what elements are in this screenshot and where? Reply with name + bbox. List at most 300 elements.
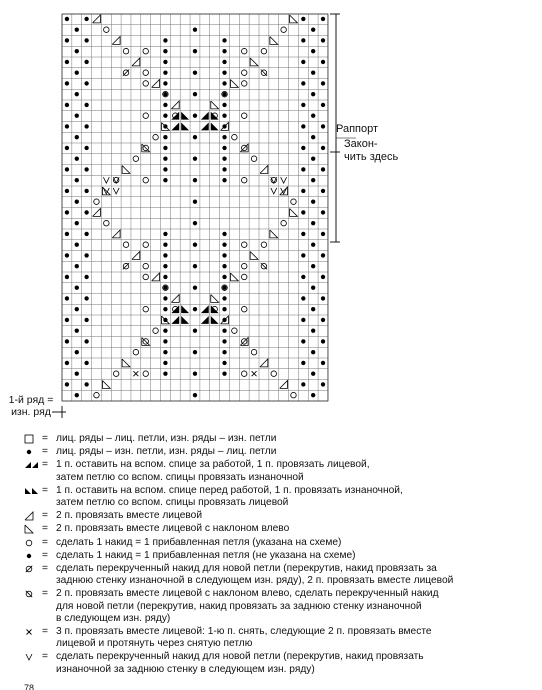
chart-symbol-yo	[104, 27, 110, 33]
chart-symbol-purl	[75, 114, 79, 118]
chart-symbol-purl	[163, 329, 167, 333]
chart-symbol-yo	[241, 306, 247, 312]
chart-symbol-purl	[193, 28, 197, 32]
chart-symbol-cable-right	[201, 112, 209, 120]
chart-symbol-purl	[75, 286, 79, 290]
chart-symbol-purl	[163, 307, 167, 311]
chart-symbol-purl	[222, 103, 226, 107]
chart-symbol-purl	[321, 382, 325, 386]
chart-symbol-yo	[94, 392, 100, 398]
chart-symbol-purl	[301, 339, 305, 343]
chart-symbol-purl	[311, 264, 315, 268]
legend-description	[56, 550, 536, 562]
chart-symbol-ssk	[102, 381, 110, 389]
chart-symbol-k2tog	[152, 273, 160, 281]
yo-icon	[24, 537, 42, 549]
legend-equals: =	[42, 433, 48, 444]
page-number: 78	[24, 684, 35, 690]
legend-description-line: 1 п. оставить на вспом. спице за работой, 1 п. провязать лицевой,	[56, 459, 370, 471]
chart-symbol-k2tog	[260, 166, 268, 174]
chart-symbol-ssk-yo	[261, 70, 267, 76]
legend-description-line: 3 п. провязать вместе лицевой: 1-ю п. снять, следующие 2 п. провязать вместе	[56, 626, 432, 638]
chart-symbol-cable-left	[211, 123, 219, 131]
chart-symbol-yo	[241, 263, 247, 269]
chart-symbol-purl	[301, 103, 305, 107]
legend-description-line: лицевой и протянуть через снятую петлю	[56, 638, 253, 650]
legend-description-line: сделать 1 накид = 1 прибавленная петля (указана на схеме)	[56, 536, 342, 548]
chart-symbol-purl	[163, 146, 167, 150]
chart-symbol-purl	[321, 17, 325, 21]
chart-symbol-purl	[193, 307, 197, 311]
chart-symbol-purl	[301, 253, 305, 257]
chart-symbol-purl	[301, 167, 305, 171]
chart-symbol-cable-left	[181, 305, 189, 313]
chart-symbol-yo	[281, 220, 287, 226]
legend-item-k2tog	[24, 510, 536, 522]
chart-symbol-purl	[222, 286, 226, 290]
chart-symbol-purl	[75, 49, 79, 53]
chart-symbol-purl	[301, 60, 305, 64]
chart-symbol-purl	[222, 124, 226, 128]
twisted-yo-purl-icon	[24, 651, 42, 663]
chart-symbol-purl	[301, 361, 305, 365]
legend-description-line: изнаночной за заднюю стенку в следующем изн. ряду)	[56, 663, 315, 675]
chart-symbol-purl	[84, 275, 88, 279]
chart-symbol-twisted-yo	[123, 70, 129, 76]
chart-symbol-purl	[84, 339, 88, 343]
chart-symbol-k2tog	[132, 252, 140, 260]
chart-symbol-purl	[222, 135, 226, 139]
chart-symbol-purl	[84, 38, 88, 42]
chart-symbol-purl	[75, 372, 79, 376]
chart-symbol-yo	[143, 242, 149, 248]
legend-description-line: лиц. ряды – лиц. петли, изн. ряды – изн. петли	[56, 433, 277, 444]
chart-symbol-purl	[65, 38, 69, 42]
legend-description-line: сделать 1 накид = 1 прибавленная петля (не указана на схеме)	[56, 549, 356, 561]
chart-symbol-purl	[321, 146, 325, 150]
legend-description-line: лиц. ряды – изн. петли, изн. ряды – лиц. петли	[56, 446, 277, 458]
chart-symbol-ssk	[290, 209, 298, 217]
chart-symbol-purl	[193, 135, 197, 139]
ssk-icon	[24, 523, 42, 535]
legend-description-line: 2 п. провязать вместе лицевой	[56, 510, 203, 522]
legend-description-line: для новой петли (перекрутив, накид провязать за заднюю стенку изнаночной	[56, 600, 422, 612]
chart-symbol-ssk	[250, 58, 258, 66]
chart-symbol-purl	[84, 167, 88, 171]
chart-symbol-purl	[222, 275, 226, 279]
chart-symbol-ssk	[270, 37, 278, 45]
chart-symbol-cable-left	[181, 123, 189, 131]
chart-symbol-purl	[311, 114, 315, 118]
chart-symbol-cable-left	[181, 316, 189, 324]
chart-symbol-yo	[241, 242, 247, 248]
chart-symbol-yo	[123, 242, 129, 248]
legend-description-line: 1 п. оставить на вспом. спице перед работой, 1 п. провязать изнаночной,	[56, 484, 403, 496]
chart-symbol-purl	[75, 393, 79, 397]
chart-symbol-purl	[163, 243, 167, 247]
chart-symbol-purl	[222, 339, 226, 343]
chart-symbol-yo	[271, 177, 277, 183]
chart-symbol-purl	[222, 60, 226, 64]
chart-symbol-purl	[163, 71, 167, 75]
chart-symbol-k2tog	[132, 58, 140, 66]
chart-symbol-purl	[84, 210, 88, 214]
chart-symbol-yo	[241, 274, 247, 280]
chart-symbol-yo	[133, 349, 139, 355]
chart-symbol-purl	[301, 232, 305, 236]
legend-description	[56, 588, 536, 625]
legend-description-line: заднюю стенку изнаночной в следующем изн. ряду), 2 п. провязать вместе лицевой	[56, 575, 454, 587]
chart-symbol-purl	[84, 253, 88, 257]
chart-symbol-purl	[163, 339, 167, 343]
chart-symbol-yo	[153, 328, 159, 334]
chart-symbol-purl	[321, 318, 325, 322]
chart-symbol-twisted-yo-purl	[271, 188, 277, 194]
chart-symbol-purl	[163, 49, 167, 53]
legend-description	[56, 510, 536, 522]
chart-symbol-purl	[163, 38, 167, 42]
chart-symbol-purl	[75, 307, 79, 311]
chart-symbol-purl	[301, 38, 305, 42]
chart-symbol-k2tog	[93, 15, 101, 23]
chart-symbol-purl	[75, 71, 79, 75]
chart-symbol-yo	[123, 48, 129, 54]
chart-symbol-purl	[75, 135, 79, 139]
chart-symbol-purl	[321, 60, 325, 64]
chart-symbols	[65, 15, 325, 398]
chart-symbol-purl	[321, 167, 325, 171]
chart-symbol-purl	[222, 361, 226, 365]
chart-symbol-yo	[251, 156, 257, 162]
chart-symbol-purl	[301, 124, 305, 128]
chart-symbol-purl	[311, 71, 315, 75]
chart-symbol-purl	[193, 71, 197, 75]
legend-equals: =	[42, 549, 48, 561]
chart-symbol-twisted-yo-purl	[281, 177, 287, 183]
legend-description-line: 2 п. провязать вместе лицевой с наклоном влево	[56, 523, 290, 535]
legend-equals: =	[42, 446, 48, 458]
chart-symbol-yo	[261, 48, 267, 54]
chart-symbol-purl	[193, 114, 197, 118]
chart-symbol-purl	[193, 393, 197, 397]
chart-symbol-purl	[321, 339, 325, 343]
chart-symbol-purl	[84, 189, 88, 193]
chart-symbol-cable-right	[201, 305, 209, 313]
legend-description	[56, 485, 536, 509]
chart-symbol-purl	[321, 103, 325, 107]
chart-symbol-yo	[94, 199, 100, 205]
legend-description-line: сделать перекрученный накид для новой петли (перекрутив, накид провязать за	[56, 563, 437, 575]
chart-symbol-purl	[222, 307, 226, 311]
chart-symbol-purl	[222, 264, 226, 268]
chart-symbol-yo	[271, 371, 277, 377]
legend-description-line: затем петлю со вспом. спицы провязать лицевой	[56, 497, 289, 509]
chart-symbol-purl	[193, 264, 197, 268]
chart-symbol-purl	[301, 382, 305, 386]
knit-icon	[24, 433, 42, 445]
chart-symbol-yo	[241, 70, 247, 76]
chart-symbol-purl	[311, 350, 315, 354]
chart-symbol-purl	[193, 92, 197, 96]
chart-symbol-twisted-yo	[123, 263, 129, 269]
legend-equals: =	[42, 588, 48, 600]
chart-symbol-purl	[311, 243, 315, 247]
chart-symbol-purl	[65, 189, 69, 193]
chart-symbol-purl	[65, 339, 69, 343]
chart-symbol-k2tog	[93, 209, 101, 217]
chart-symbol-purl	[321, 296, 325, 300]
chart-symbol-yo	[153, 134, 159, 140]
chart-symbol-purl	[311, 372, 315, 376]
chart-symbol-purl	[75, 28, 79, 32]
chart-symbol-yo	[143, 113, 149, 119]
chart-symbol-purl	[311, 307, 315, 311]
chart-symbol-purl	[301, 17, 305, 21]
chart-symbol-cable-left	[211, 316, 219, 324]
chart-symbol-purl	[222, 71, 226, 75]
legend-item-twisted-yo	[24, 563, 536, 587]
chart-symbol-purl	[222, 232, 226, 236]
chart-symbol-purl	[222, 81, 226, 85]
chart-symbol-purl	[311, 178, 315, 182]
chart-symbol-purl	[84, 296, 88, 300]
chart-symbol-purl	[163, 81, 167, 85]
chart-symbol-purl	[75, 200, 79, 204]
chart-symbol-purl	[321, 38, 325, 42]
chart-symbol-yo	[251, 349, 257, 355]
chart-symbol-ssk	[122, 166, 130, 174]
chart-symbol-yo	[133, 156, 139, 162]
chart-symbol-purl	[222, 329, 226, 333]
chart-symbol-cable-right	[201, 316, 209, 324]
chart-symbol-purl	[321, 275, 325, 279]
chart-symbol-purl	[84, 60, 88, 64]
chart-symbol-purl	[65, 382, 69, 386]
chart-symbol-ssk	[122, 359, 130, 367]
chart-symbol-purl	[84, 103, 88, 107]
chart-symbol-purl	[321, 232, 325, 236]
yo-filled-icon	[24, 550, 42, 562]
chart-symbol-k2tog	[112, 230, 120, 238]
chart-symbol-purl	[65, 253, 69, 257]
legend-item-yo-filled	[24, 550, 536, 562]
chart-symbol-yo	[261, 242, 267, 248]
chart-symbol-cable-right	[171, 316, 179, 324]
chart-symbol-ssk	[270, 230, 278, 238]
chart-symbol-purl	[321, 124, 325, 128]
legend-equals: =	[42, 523, 48, 535]
chart-symbol-twisted-yo-purl	[103, 177, 109, 183]
chart-symbol-purl	[65, 361, 69, 365]
legend-description	[56, 523, 536, 535]
legend-description	[56, 537, 536, 549]
chart-symbol-yo	[113, 177, 119, 183]
chart-symbol-purl	[75, 350, 79, 354]
chart-symbol-purl	[84, 361, 88, 365]
chart-symbol-ssk	[250, 252, 258, 260]
chart-symbol-k2tog	[152, 80, 160, 88]
chart-symbol-purl	[65, 275, 69, 279]
chart-symbol-purl	[301, 296, 305, 300]
chart-symbol-cable-left	[181, 112, 189, 120]
chart-symbol-yo	[113, 371, 119, 377]
chart-symbol-purl	[222, 167, 226, 171]
cable-left-icon	[24, 485, 42, 497]
chart-symbol-ssk	[230, 273, 238, 281]
chart-symbol-purl	[321, 189, 325, 193]
cable-right-icon	[24, 459, 42, 471]
chart-symbol-purl	[163, 178, 167, 182]
chart-symbol-purl	[222, 49, 226, 53]
legend-item-knit	[24, 433, 536, 445]
chart-symbol-purl	[65, 103, 69, 107]
chart-symbol-purl	[65, 146, 69, 150]
chart-symbol-purl	[222, 92, 226, 96]
legend-equals: =	[42, 536, 48, 548]
chart-symbol-purl	[65, 81, 69, 85]
chart-symbol-twisted-yo-purl	[113, 188, 119, 194]
chart-symbol-cable-right	[201, 123, 209, 131]
legend-description	[56, 433, 536, 445]
chart-symbol-purl	[163, 286, 167, 290]
legend-equals: =	[42, 563, 48, 575]
symbol-legend	[24, 433, 536, 677]
chart-symbol-purl	[163, 296, 167, 300]
finish-here-label: Закон-чить здесь	[344, 138, 399, 163]
legend-description	[56, 459, 536, 483]
chart-symbol-purl	[222, 372, 226, 376]
chart-symbol-purl	[311, 92, 315, 96]
chart-symbol-yo	[143, 81, 149, 87]
chart-symbol-purl	[311, 393, 315, 397]
chart-symbol-purl	[163, 103, 167, 107]
chart-symbol-purl	[193, 372, 197, 376]
chart-symbol-purl	[193, 221, 197, 225]
chart-symbol-purl	[301, 318, 305, 322]
k2tog-icon	[24, 510, 42, 522]
legend-description	[56, 446, 536, 458]
chart-symbol-purl	[163, 92, 167, 96]
chart-symbol-purl	[301, 210, 305, 214]
chart-symbol-ssk	[230, 80, 238, 88]
chart-symbol-purl	[301, 146, 305, 150]
first-row-label: 1-й ряд = изн. ряд	[8, 394, 54, 418]
chart-symbol-purl	[163, 232, 167, 236]
rapport-label: Раппорт	[336, 123, 379, 135]
ssk-yo-icon	[24, 588, 42, 600]
chart-symbol-ssk	[290, 15, 298, 23]
chart-symbol-k2tog	[112, 37, 120, 45]
chart-symbol-yo	[241, 48, 247, 54]
legend-item-sk2p	[24, 626, 536, 650]
chart-symbol-purl	[311, 200, 315, 204]
chart-symbol-purl	[311, 157, 315, 161]
chart-symbol-ssk	[211, 101, 219, 109]
chart-symbol-purl	[163, 135, 167, 139]
chart-symbol-purl	[65, 210, 69, 214]
chart-symbol-purl	[321, 210, 325, 214]
chart-symbol-purl	[311, 329, 315, 333]
chart-symbol-k2tog	[280, 381, 288, 389]
chart-symbol-yo	[232, 134, 238, 140]
chart-symbol-purl	[84, 81, 88, 85]
chart-symbol-purl	[222, 253, 226, 257]
chart-symbol-purl	[75, 221, 79, 225]
legend-description-line: затем петлю со вспом. спицы провязать изнаночной	[56, 471, 304, 483]
chart-symbol-purl	[163, 372, 167, 376]
legend-item-ssk-yo	[24, 588, 536, 625]
chart-symbol-purl	[311, 49, 315, 53]
chart-symbol-purl	[163, 167, 167, 171]
chart-symbol-purl	[75, 243, 79, 247]
chart-symbol-purl	[163, 318, 167, 322]
chart-symbol-purl	[84, 17, 88, 21]
chart-symbol-purl	[321, 253, 325, 257]
legend-item-ssk	[24, 523, 536, 535]
chart-symbol-purl	[65, 318, 69, 322]
chart-symbol-yo	[291, 199, 297, 205]
chart-symbol-purl	[222, 38, 226, 42]
chart-symbol-purl	[311, 221, 315, 225]
chart-symbol-purl	[222, 318, 226, 322]
legend-description-line: сделать перекрученный накид для новой петли (перекрутив, накид провязать	[56, 651, 424, 663]
legend-item-cable-right	[24, 459, 536, 483]
chart-symbol-purl	[163, 275, 167, 279]
chart-symbol-purl	[222, 157, 226, 161]
chart-symbol-purl	[75, 178, 79, 182]
chart-symbol-purl	[65, 60, 69, 64]
chart-symbol-purl	[65, 17, 69, 21]
chart-symbol-purl	[163, 124, 167, 128]
chart-symbol-purl	[193, 329, 197, 333]
chart-symbol-purl	[301, 189, 305, 193]
chart-symbol-yo	[143, 274, 149, 280]
chart-symbol-purl	[301, 81, 305, 85]
chart-symbol-sk2p	[252, 371, 257, 376]
sk2p-icon	[24, 626, 42, 638]
chart-symbol-yo	[241, 177, 247, 183]
chart-symbol-purl	[163, 60, 167, 64]
chart-symbol-purl	[222, 350, 226, 354]
chart-symbol-purl	[301, 275, 305, 279]
chart-symbol-yo	[281, 27, 287, 33]
chart-symbol-purl	[311, 28, 315, 32]
chart-symbol-purl	[222, 146, 226, 150]
chart-symbol-yo	[143, 306, 149, 312]
legend-item-cable-left	[24, 485, 536, 509]
chart-symbol-yo	[232, 328, 238, 334]
chart-symbol-purl	[163, 350, 167, 354]
legend-description	[56, 651, 536, 675]
chart-symbol-purl	[84, 318, 88, 322]
chart-symbol-purl	[84, 124, 88, 128]
chart-symbol-yo	[291, 392, 297, 398]
chart-symbol-purl	[193, 350, 197, 354]
chart-symbol-yo	[143, 48, 149, 54]
chart-symbol-purl	[321, 361, 325, 365]
chart-symbol-purl	[163, 157, 167, 161]
twisted-yo-icon	[24, 563, 42, 575]
chart-symbol-purl	[163, 114, 167, 118]
chart-symbol-purl	[193, 178, 197, 182]
chart-symbol-purl	[84, 146, 88, 150]
chart-symbol-yo	[143, 371, 149, 377]
chart-symbol-purl	[311, 135, 315, 139]
purl-icon	[24, 446, 42, 458]
chart-symbol-purl	[84, 382, 88, 386]
chart-symbol-purl	[75, 329, 79, 333]
legend-description-line: 2 п. провязать вместе лицевой с наклоном влево, сделать перекрученный накид	[56, 588, 439, 600]
